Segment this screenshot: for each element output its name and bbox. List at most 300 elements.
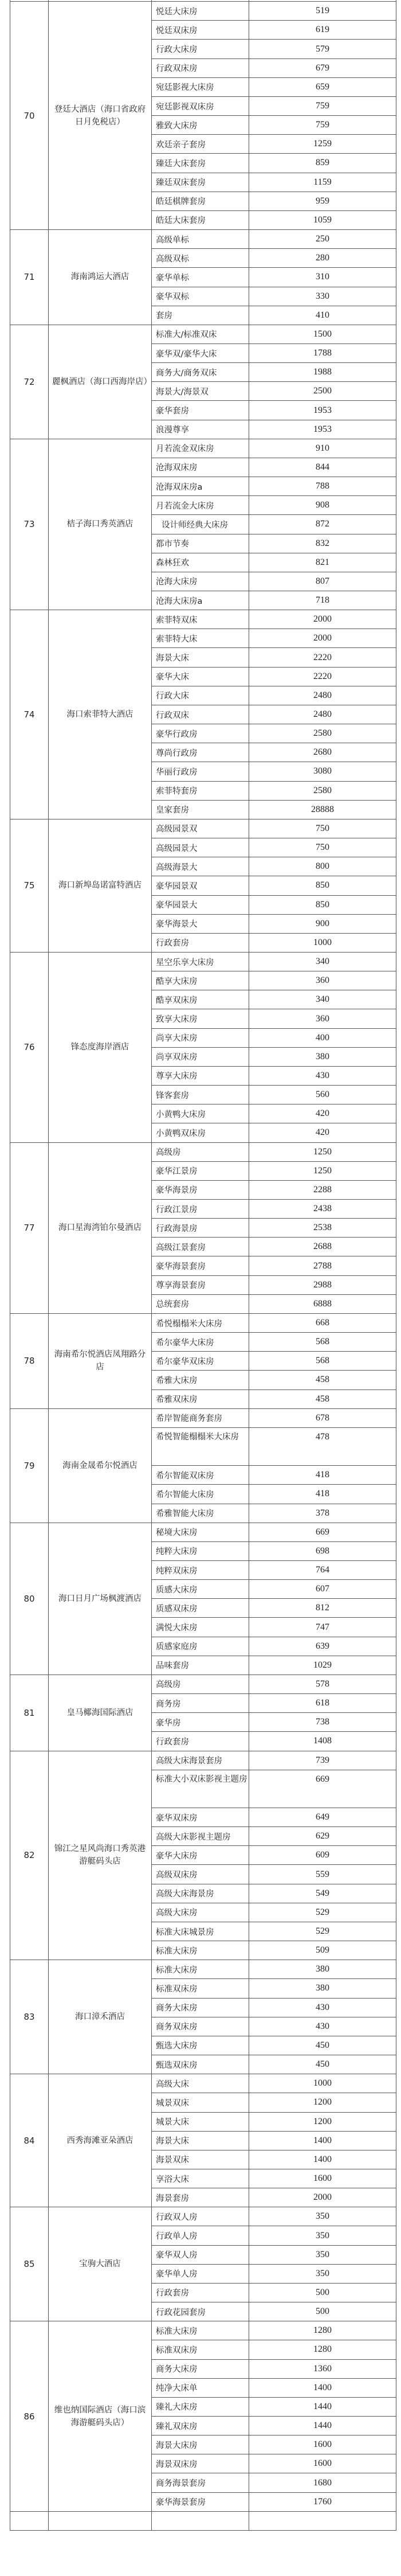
room-type-cell: 商务房 (152, 1694, 249, 1713)
table-row (10, 1675, 396, 1693)
room-type-cell: 纯净大床单 (152, 2378, 249, 2397)
room-type-cell: 豪华海景房 (152, 1180, 249, 1199)
room-type-cell: 高级双标 (152, 249, 249, 268)
price-cell: 2000 (249, 2188, 396, 2207)
price-cell: 500 (249, 2283, 396, 2302)
price-cell: 430 (249, 1066, 396, 1085)
price-cell: 579 (249, 40, 396, 58)
price-cell: 310 (249, 268, 396, 287)
price-cell: 759 (249, 116, 396, 135)
hotel-rate-table (10, 0, 396, 2531)
price-cell: 559 (249, 1865, 396, 1884)
price-cell: 609 (249, 1846, 396, 1865)
price-cell: 350 (249, 2207, 396, 2226)
room-type-cell: 尊享大床房 (152, 1066, 249, 1085)
price-cell: 529 (249, 1922, 396, 1941)
room-type-cell: 行政大床 (152, 686, 249, 705)
room-type-cell: 纯粹双床房 (152, 1560, 249, 1579)
room-type-cell: 皓廷棋牌套房 (152, 192, 249, 210)
room-type-cell: 索菲特双床 (152, 610, 249, 629)
room-type-cell: 标准大床房 (152, 2321, 249, 2340)
price-cell: 3080 (249, 762, 396, 781)
serial-number-cell: 71 (10, 230, 49, 325)
price-cell: 2688 (249, 1238, 396, 1256)
price-cell: 750 (249, 819, 396, 838)
price-cell: 698 (249, 1541, 396, 1560)
hotel-name-cell: 登廷大酒店（海口省政府日月免税店） (49, 2, 152, 230)
room-type-cell: 总统套房 (152, 1294, 249, 1313)
hotel-name-cell: 皇马椰海国际酒店 (49, 1675, 152, 1751)
room-type-cell: 行政单人房 (152, 2226, 249, 2245)
room-type-cell: 宛廷影视双床房 (152, 96, 249, 115)
hotel-name-cell: 宝驹大酒店 (49, 2207, 152, 2321)
serial-number-cell: 85 (10, 2207, 49, 2321)
price-cell: 844 (249, 458, 396, 477)
price-cell: 859 (249, 154, 396, 173)
room-type-cell: 豪华海景大 (152, 914, 249, 933)
price-cell: 568 (249, 1352, 396, 1371)
room-type-cell: 皇家套房 (152, 800, 249, 819)
room-type-cell: 设计师经典大床房 (152, 515, 249, 534)
price-cell: 430 (249, 2017, 396, 2036)
price-cell: 618 (249, 1694, 396, 1713)
serial-number-cell: 86 (10, 2321, 49, 2512)
price-cell: 519 (249, 2, 396, 21)
price-cell: 2438 (249, 1200, 396, 1219)
price-cell: 1400 (249, 2150, 396, 2169)
price-cell: 500 (249, 2302, 396, 2321)
room-type-cell: 高级海景大 (152, 857, 249, 876)
room-type-cell: 质感双床房 (152, 1599, 249, 1618)
table-row (10, 1408, 396, 1427)
room-type-cell: 月若流金双床房 (152, 439, 249, 458)
price-cell: 678 (249, 1408, 396, 1427)
price-cell: 832 (249, 534, 396, 553)
room-type-cell: 尚享双床房 (152, 1047, 249, 1066)
price-cell: 2288 (249, 1180, 396, 1199)
room-type-cell: 臻礼双床房 (152, 2417, 249, 2436)
price-cell: 1400 (249, 2131, 396, 2150)
serial-number-cell: 74 (10, 610, 49, 819)
price-cell: 1259 (249, 135, 396, 154)
price-cell: 1600 (249, 2436, 396, 2454)
room-type-cell: 质感大床房 (152, 1580, 249, 1599)
room-type-cell: 行政海景房 (152, 1219, 249, 1238)
price-cell: 738 (249, 1713, 396, 1732)
table-row (10, 1142, 396, 1161)
price-cell: 340 (249, 990, 396, 1009)
table-row (10, 439, 396, 458)
price-cell: 1000 (249, 933, 396, 952)
price-cell: 1988 (249, 363, 396, 382)
price-cell: 360 (249, 971, 396, 990)
price-cell: 1400 (249, 2378, 396, 2397)
price-cell: 418 (249, 1466, 396, 1485)
room-type-cell: 品味套房 (152, 1656, 249, 1675)
price-cell: 669 (249, 1523, 396, 1541)
room-type-cell: 臻廷双床套房 (152, 173, 249, 192)
price-cell: 2988 (249, 1275, 396, 1294)
price-cell: 747 (249, 1618, 396, 1637)
price-cell: 2538 (249, 1219, 396, 1238)
price-cell: 2788 (249, 1256, 396, 1275)
price-cell: 629 (249, 1827, 396, 1846)
price-cell: 807 (249, 572, 396, 591)
room-type-cell: 商务双床房 (152, 2017, 249, 2036)
room-type-cell: 皓廷大床套房 (152, 210, 249, 229)
partial-row-bottom (10, 2511, 396, 2530)
price-cell: 478 (249, 1427, 396, 1465)
hotel-name-cell: 麗枫酒店（海口西海岸店） (49, 325, 152, 439)
room-type-cell: 尊尚行政房 (152, 743, 249, 762)
room-type-cell: 豪华套房 (152, 401, 249, 420)
hotel-name-cell: 海口漳禾酒店 (49, 1960, 152, 2074)
room-type-cell: 豪华大床 (152, 667, 249, 686)
room-type-cell: 浪漫尊享 (152, 420, 249, 439)
price-cell: 800 (249, 857, 396, 876)
table-row (10, 325, 396, 344)
room-type-cell: 锋客套房 (152, 1086, 249, 1104)
room-type-cell: 标准双床房 (152, 1979, 249, 1998)
price-cell: 578 (249, 1675, 396, 1693)
table-row (10, 819, 396, 838)
room-type-cell: 悦廷双床房 (152, 21, 249, 40)
room-type-cell: 标准双床房 (152, 2340, 249, 2359)
price-cell: 1600 (249, 2454, 396, 2473)
price-cell: 607 (249, 1580, 396, 1599)
price-cell: 250 (249, 230, 396, 249)
room-type-cell: 豪华大床房 (152, 1846, 249, 1865)
price-cell: 1500 (249, 325, 396, 344)
room-type-cell: 尊享海景套房 (152, 1275, 249, 1294)
price-cell: 759 (249, 96, 396, 115)
room-type-cell: 希悦智能榻榻米大床房 (152, 1427, 249, 1465)
room-type-cell: 高级大床影视主题房 (152, 1827, 249, 1846)
room-type-cell: 标准大/标准双床 (152, 325, 249, 344)
room-type-cell: 月若流金大床房 (152, 496, 249, 515)
room-type-cell: 海景双床 (152, 2150, 249, 2169)
room-type-cell: 豪华双人房 (152, 2245, 249, 2264)
room-type-cell: 行政花园套房 (152, 2302, 249, 2321)
price-cell: 6888 (249, 1294, 396, 1313)
room-type-cell: 纯粹大床房 (152, 1541, 249, 1560)
price-cell: 380 (249, 1960, 396, 1979)
room-type-cell: 臻廷大床套房 (152, 154, 249, 173)
room-type-cell: 酷享双床房 (152, 990, 249, 1009)
room-type-cell: 海景套房 (152, 2188, 249, 2207)
room-type-cell: 城景大床 (152, 2112, 249, 2131)
room-type-cell: 海景大床 (152, 648, 249, 667)
table-row (10, 952, 396, 971)
price-cell: 418 (249, 1485, 396, 1504)
hotel-name-cell: 桔子海口秀英酒店 (49, 439, 152, 610)
room-type-cell: 高级单标 (152, 230, 249, 249)
price-cell: 900 (249, 914, 396, 933)
price-cell: 420 (249, 1123, 396, 1142)
room-type-cell: 商务大床房 (152, 1998, 249, 2017)
price-cell: 1250 (249, 1142, 396, 1161)
room-type-cell: 高级大床 (152, 2074, 249, 2093)
serial-number-cell: 75 (10, 819, 49, 952)
price-cell: 2220 (249, 648, 396, 667)
room-type-cell: 豪华行政房 (152, 724, 249, 743)
price-cell: 739 (249, 1751, 396, 1770)
price-cell: 380 (249, 1979, 396, 1998)
hotel-name-cell: 锋态度海岸酒店 (49, 952, 152, 1142)
price-cell: 1953 (249, 401, 396, 420)
price-cell: 669 (249, 1770, 396, 1808)
table-row (10, 2321, 396, 2340)
price-cell: 1440 (249, 2417, 396, 2436)
room-type-cell: 小黄鸭双床房 (152, 1123, 249, 1142)
room-type-cell: 星空乐享大床房 (152, 952, 249, 971)
serial-number-cell: 77 (10, 1142, 49, 1313)
room-type-cell: 海景大床房 (152, 2436, 249, 2454)
room-type-cell: 行政大床房 (152, 40, 249, 58)
room-type-cell: 尚享大床房 (152, 1028, 249, 1047)
price-cell: 378 (249, 1504, 396, 1523)
price-cell: 2000 (249, 610, 396, 629)
serial-number-cell: 79 (10, 1408, 49, 1523)
price-cell: 2220 (249, 667, 396, 686)
price-cell: 1159 (249, 173, 396, 192)
serial-number-cell: 76 (10, 952, 49, 1142)
room-type-cell: 高级大床海景套房 (152, 1751, 249, 1770)
table-row (10, 230, 396, 249)
room-type-cell: 豪华房 (152, 1713, 249, 1732)
hotel-name-cell: 海口星海湾铂尔曼酒店 (49, 1142, 152, 1313)
price-cell: 872 (249, 515, 396, 534)
price-cell: 560 (249, 1086, 396, 1104)
room-type-cell: 质感家庭房 (152, 1637, 249, 1656)
room-type-cell: 致享大床房 (152, 1009, 249, 1028)
room-type-cell: 行政双床房 (152, 58, 249, 77)
price-cell: 1600 (249, 2169, 396, 2188)
room-type-cell: 行政套房 (152, 2283, 249, 2302)
room-type-cell: 高级江景套房 (152, 1238, 249, 1256)
table-row (10, 1960, 396, 1979)
document-page (10, 0, 396, 2531)
price-cell: 2480 (249, 686, 396, 705)
price-cell: 1280 (249, 2340, 396, 2359)
hotel-name-cell: 西秀海滩亚朵酒店 (49, 2074, 152, 2207)
room-type-cell: 商务海景套房 (152, 2473, 249, 2492)
price-cell: 821 (249, 553, 396, 572)
price-cell: 330 (249, 287, 396, 306)
room-type-cell: 海景大床 (152, 2131, 249, 2150)
room-type-cell: 行政双床 (152, 705, 249, 724)
room-type-cell: 高级房 (152, 1142, 249, 1161)
price-cell: 659 (249, 77, 396, 96)
hotel-name-cell: 海口新埠岛诺富特酒店 (49, 819, 152, 952)
room-type-cell: 宛廷影视大床房 (152, 77, 249, 96)
price-cell: 850 (249, 895, 396, 914)
room-type-cell: 满悦大床房 (152, 1618, 249, 1637)
room-type-cell: 标准大床房 (152, 1941, 249, 1960)
room-type-cell: 高级双床房 (152, 1865, 249, 1884)
room-type-cell: 标准大床房 (152, 1960, 249, 1979)
serial-number-cell: 84 (10, 2074, 49, 2207)
price-cell: 568 (249, 1333, 396, 1352)
room-type-cell: 城景双床 (152, 2093, 249, 2112)
price-cell: 718 (249, 591, 396, 610)
room-type-cell: 豪华双标 (152, 287, 249, 306)
room-type-cell (152, 2511, 249, 2530)
price-cell: 1953 (249, 420, 396, 439)
price-cell: 619 (249, 21, 396, 40)
price-cell: 350 (249, 2226, 396, 2245)
price-cell: 340 (249, 952, 396, 971)
room-type-cell: 行政套房 (152, 933, 249, 952)
price-cell: 1200 (249, 2093, 396, 2112)
serial-number-cell: 81 (10, 1675, 49, 1751)
price-cell: 1059 (249, 210, 396, 229)
serial-number-cell (10, 2511, 49, 2530)
hotel-name-cell: 海南鸿运大酒店 (49, 230, 152, 325)
price-cell: 458 (249, 1371, 396, 1390)
price-cell: 529 (249, 1903, 396, 1922)
price-cell: 430 (249, 1998, 396, 2017)
serial-number-cell: 82 (10, 1751, 49, 1960)
serial-number-cell: 70 (10, 2, 49, 230)
serial-number-cell: 72 (10, 325, 49, 439)
price-cell: 458 (249, 1390, 396, 1408)
price-cell: 649 (249, 1808, 396, 1827)
room-type-cell: 豪华海景套房 (152, 2492, 249, 2511)
room-type-cell: 豪华单人房 (152, 2264, 249, 2283)
room-type-cell: 豪华园景双 (152, 876, 249, 895)
table-row (10, 1751, 396, 1770)
table-row (10, 610, 396, 629)
room-type-cell: 欢廷亲子套房 (152, 135, 249, 154)
serial-number-cell: 73 (10, 439, 49, 610)
room-type-cell: 小黄鸭大床房 (152, 1104, 249, 1123)
room-type-cell: 高级大床房 (152, 1903, 249, 1922)
room-type-cell: 悦廷大床房 (152, 2, 249, 21)
room-type-cell: 希尔豪华双床房 (152, 1352, 249, 1371)
price-cell: 1760 (249, 2492, 396, 2511)
price-cell: 28888 (249, 800, 396, 819)
room-type-cell: 甄选大床房 (152, 2036, 249, 2055)
price-cell: 788 (249, 477, 396, 496)
price-cell: 1788 (249, 344, 396, 362)
room-type-cell: 秘境大床房 (152, 1523, 249, 1541)
price-cell: 2500 (249, 382, 396, 401)
room-type-cell: 雅致大床房 (152, 116, 249, 135)
price-cell: 1280 (249, 2321, 396, 2340)
table-row (10, 1523, 396, 1541)
hotel-name-cell (49, 2511, 152, 2530)
room-type-cell: 行政双人房 (152, 2207, 249, 2226)
price-cell: 1029 (249, 1656, 396, 1675)
price-cell: 812 (249, 1599, 396, 1618)
price-cell: 2580 (249, 781, 396, 800)
price-cell: 360 (249, 1009, 396, 1028)
room-type-cell: 豪华双床房 (152, 1808, 249, 1827)
room-type-cell: 沧海大床房a (152, 591, 249, 610)
price-cell: 450 (249, 2055, 396, 2074)
room-type-cell: 都市节奏 (152, 534, 249, 553)
room-type-cell: 索菲特套房 (152, 781, 249, 800)
price-cell: 549 (249, 1884, 396, 1903)
price-cell: 1440 (249, 2397, 396, 2416)
price-cell: 450 (249, 2036, 396, 2055)
room-type-cell: 海景双床房 (152, 2454, 249, 2473)
room-type-cell: 豪华海景套房 (152, 1256, 249, 1275)
hotel-rate-table-body (10, 0, 396, 2530)
room-type-cell: 商务大床房 (152, 2359, 249, 2378)
room-type-cell: 商务大/商务双床 (152, 363, 249, 382)
room-type-cell: 高级大床海景房 (152, 1884, 249, 1903)
room-type-cell: 华丽行政房 (152, 762, 249, 781)
room-type-cell: 希尔智能大床房 (152, 1485, 249, 1504)
room-type-cell: 索菲特大床 (152, 629, 249, 648)
price-cell (249, 2511, 396, 2530)
table-row (10, 2207, 396, 2226)
price-cell: 350 (249, 2245, 396, 2264)
room-type-cell: 高级房 (152, 1675, 249, 1693)
room-type-cell: 希尔智能双床房 (152, 1466, 249, 1485)
room-type-cell: 甄选双床房 (152, 2055, 249, 2074)
hotel-name-cell: 海口索菲特大酒店 (49, 610, 152, 819)
room-type-cell: 希尔豪华大床房 (152, 1333, 249, 1352)
price-cell: 908 (249, 496, 396, 515)
room-type-cell: 豪华双/豪华大床 (152, 344, 249, 362)
price-cell: 1360 (249, 2359, 396, 2378)
room-type-cell: 沧海双床房a (152, 477, 249, 496)
price-cell: 1200 (249, 2112, 396, 2131)
price-cell: 750 (249, 838, 396, 857)
room-type-cell: 标准大床城景房 (152, 1922, 249, 1941)
price-cell: 2000 (249, 629, 396, 648)
price-cell: 668 (249, 1313, 396, 1332)
hotel-name-cell: 维也纳国际酒店（海口滨海游艇码头店） (49, 2321, 152, 2512)
price-cell: 850 (249, 876, 396, 895)
room-type-cell: 希雅大床房 (152, 1371, 249, 1390)
room-type-cell: 希岸智能商务套房 (152, 1408, 249, 1427)
room-type-cell: 标准大小双床影视主题房 (152, 1770, 249, 1808)
price-cell: 1680 (249, 2473, 396, 2492)
room-type-cell: 沧海双床房 (152, 458, 249, 477)
price-cell: 380 (249, 1047, 396, 1066)
price-cell: 639 (249, 1637, 396, 1656)
room-type-cell: 希雅智能大床房 (152, 1504, 249, 1523)
room-type-cell: 高级园景双 (152, 819, 249, 838)
room-type-cell: 享浴大床 (152, 2169, 249, 2188)
room-type-cell: 希雅双床房 (152, 1390, 249, 1408)
room-type-cell: 豪华江景房 (152, 1161, 249, 1180)
price-cell: 400 (249, 1028, 396, 1047)
price-cell: 2680 (249, 743, 396, 762)
price-cell: 910 (249, 439, 396, 458)
price-cell: 2580 (249, 724, 396, 743)
hotel-name-cell: 海口日月广场枫渡酒店 (49, 1523, 152, 1675)
room-type-cell: 沧海大床房 (152, 572, 249, 591)
room-type-cell: 豪华园景大 (152, 895, 249, 914)
price-cell: 1250 (249, 1161, 396, 1180)
price-cell: 410 (249, 306, 396, 325)
serial-number-cell: 83 (10, 1960, 49, 2074)
price-cell: 350 (249, 2264, 396, 2283)
hotel-name-cell: 海南希尔悦酒店凤翔路分店 (49, 1313, 152, 1408)
price-cell: 1000 (249, 2074, 396, 2093)
price-cell: 679 (249, 58, 396, 77)
room-type-cell: 行政江景房 (152, 1200, 249, 1219)
hotel-name-cell: 锦江之星风尚海口秀英港游艇码头店 (49, 1751, 152, 1960)
serial-number-cell: 78 (10, 1313, 49, 1408)
room-type-cell: 臻礼大床房 (152, 2397, 249, 2416)
room-type-cell: 酷享大床房 (152, 971, 249, 990)
